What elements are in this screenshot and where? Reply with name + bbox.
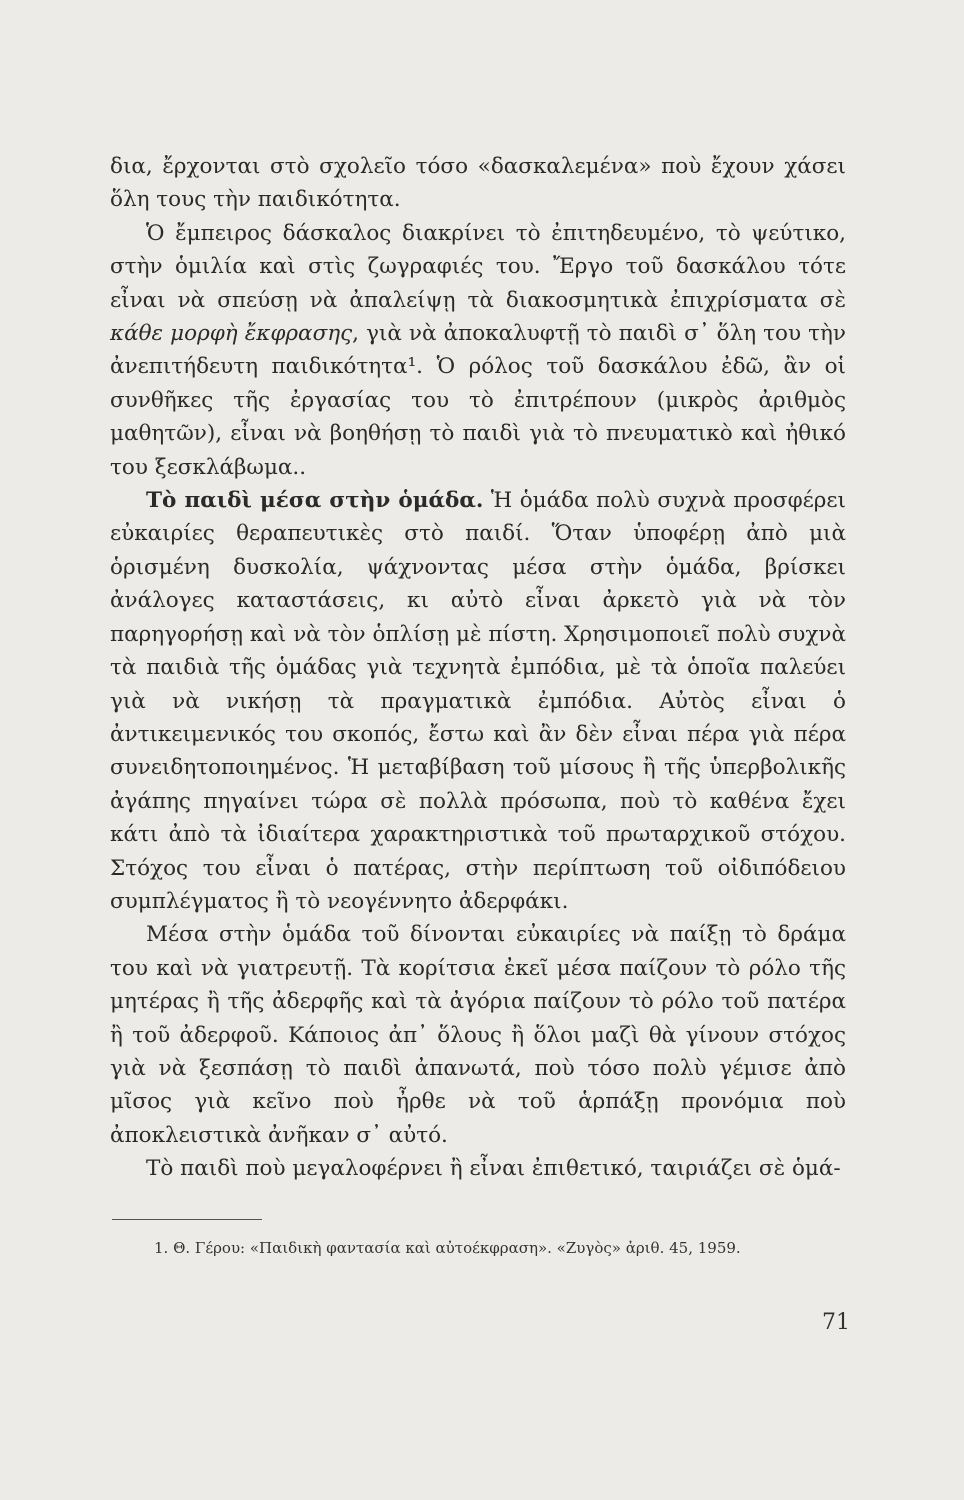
paragraph-text: Ὁ ἔμπειρος δάσκαλος διακρίνει τὸ ἐπιτηδευμένο, τὸ ψεύτικο, στὴν ὁμιλία καὶ στὶς ζωγραφιές του. Ἔργο τοῦ δασκάλου τότε εἶναι νὰ σπεύσῃ νὰ ἀπαλείψῃ τὰ διακοσμητικὰ ἐπιχρίσματα σὲ: [110, 220, 846, 313]
paragraph-text: , γιὰ νὰ ἀποκαλυφτῇ τὸ παιδὶ σ᾽ ὅλη του τὴν ἀνεπιτήδευτη παιδικότητα¹. Ὁ ρόλος τοῦ δασκάλου ἐδῶ, ἂν οἱ συνθῆκες τῆς ἐργασίας του τὸ ἐπιτρέπουν (μικρὸς ἀριθμὸς μαθητῶν), εἶναι νὰ βοηθήσῃ τὸ παιδὶ γιὰ τὸ πνευματικὸ καὶ ἠθικό του ξεσκλάβωμα..: [110, 321, 846, 480]
main-text: [110, 150, 846, 1186]
italic-phrase: κάθε μορφὴ ἔκφρασης: [110, 321, 353, 347]
footnote-divider: [112, 1219, 262, 1220]
paragraph-experienced-teacher: [110, 217, 846, 484]
paragraph-text: Ἡ ὁμάδα πολὺ συχνὰ προσφέρει εὐκαιρίες θεραπευτικὲς στὸ παιδί. Ὅταν ὑποφέρῃ ἀπὸ μιὰ ὁρισμένη δυσκολία, ψάχνοντας μέσα στὴν ὁμάδα, βρίσκει ἀνάλογες καταστάσεις, κι αὐτὸ εἶναι ἀρκετὸ γιὰ νὰ τὸν παρηγορήσῃ καὶ νὰ τὸν ὁπλίσῃ μὲ πίστη. Χρησιμοποιεῖ πολὺ συχνὰ τὰ παιδιὰ τῆς ὁμάδας γιὰ τεχνητὰ ἐμπόδια, μὲ τὰ ὁποῖα παλεύει γιὰ νὰ νικήσῃ τὰ πραγματικὰ ἐμπόδια. Αὐτὸς εἶναι ὁ ἀντικειμενικός του σκοπός, ἔστω καὶ ἂν δὲν εἶναι πέρα γιὰ πέρα συνειδητοποιημένος. Ἡ μεταβίβαση τοῦ μίσους ἢ τῆς ὑπερβολικῆς ἀγάπης πηγαίνει τώρα σὲ πολλὰ πρόσωπα, ποὺ τὸ καθένα ἔχει κάτι ἀπὸ τὰ ἰδιαίτερα χαρακτηριστικὰ τοῦ πρωταρχικοῦ στόχου. Στόχος του εἶναι ὁ πατέρας, στὴν περίπτωση τοῦ οἰδιπόδειου συμπλέγματος ἢ τὸ νεογέννητο ἀδερφάκι.: [110, 488, 846, 914]
footnote: [110, 1233, 846, 1263]
paragraph-older-child: Τὸ παιδὶ ποὺ μεγαλοφέρνει ἢ εἶναι ἐπιθετικό, ταιριάζει σὲ ὁμά-: [146, 1156, 841, 1182]
footnote-text: 1. Θ. Γέρου: «Παιδικὴ φαντασία καὶ αὐτοέκφραση». «Ζυγὸς» ἀριθ. 45, 1959.: [154, 1239, 741, 1257]
section-heading: Τὸ παιδὶ μέσα στὴν ὁμάδα.: [146, 488, 484, 514]
paragraph-continued: δια, ἔρχονται στὸ σχολεῖο τόσο «δασκαλεμένα» ποὺ ἔχουν χάσει ὅλη τους τὴν παιδικότητα.: [110, 154, 846, 213]
page-number: 71: [822, 1310, 850, 1335]
paragraph-within-group: Μέσα στὴν ὁμάδα τοῦ δίνονται εὐκαιρίες νὰ παίξῃ τὸ δράμα του καὶ νὰ γιατρευτῇ. Τὰ κορίτσια ἐκεῖ μέσα παίζουν τὸ ρόλο τῆς μητέρας ἢ τῆς ἀδερφῆς καὶ τὰ ἀγόρια παίζουν τὸ ρόλο τοῦ πατέρα ἢ τοῦ ἀδερφοῦ. Κάποιος ἀπ᾽ ὅλους ἢ ὅλοι μαζὶ θὰ γίνουν στόχος γιὰ νὰ ξεσπάσῃ τὸ παιδὶ ἀπανωτά, ποὺ τόσο πολὺ γέμισε ἀπὸ μῖσος γιὰ κεῖνο ποὺ ἦρθε νὰ τοῦ ἁρπάξῃ προνόμια ποὺ ἀποκλειστικὰ ἀνῆκαν σ᾽ αὐτό.: [110, 922, 846, 1148]
paragraph-child-in-group: [110, 484, 846, 918]
